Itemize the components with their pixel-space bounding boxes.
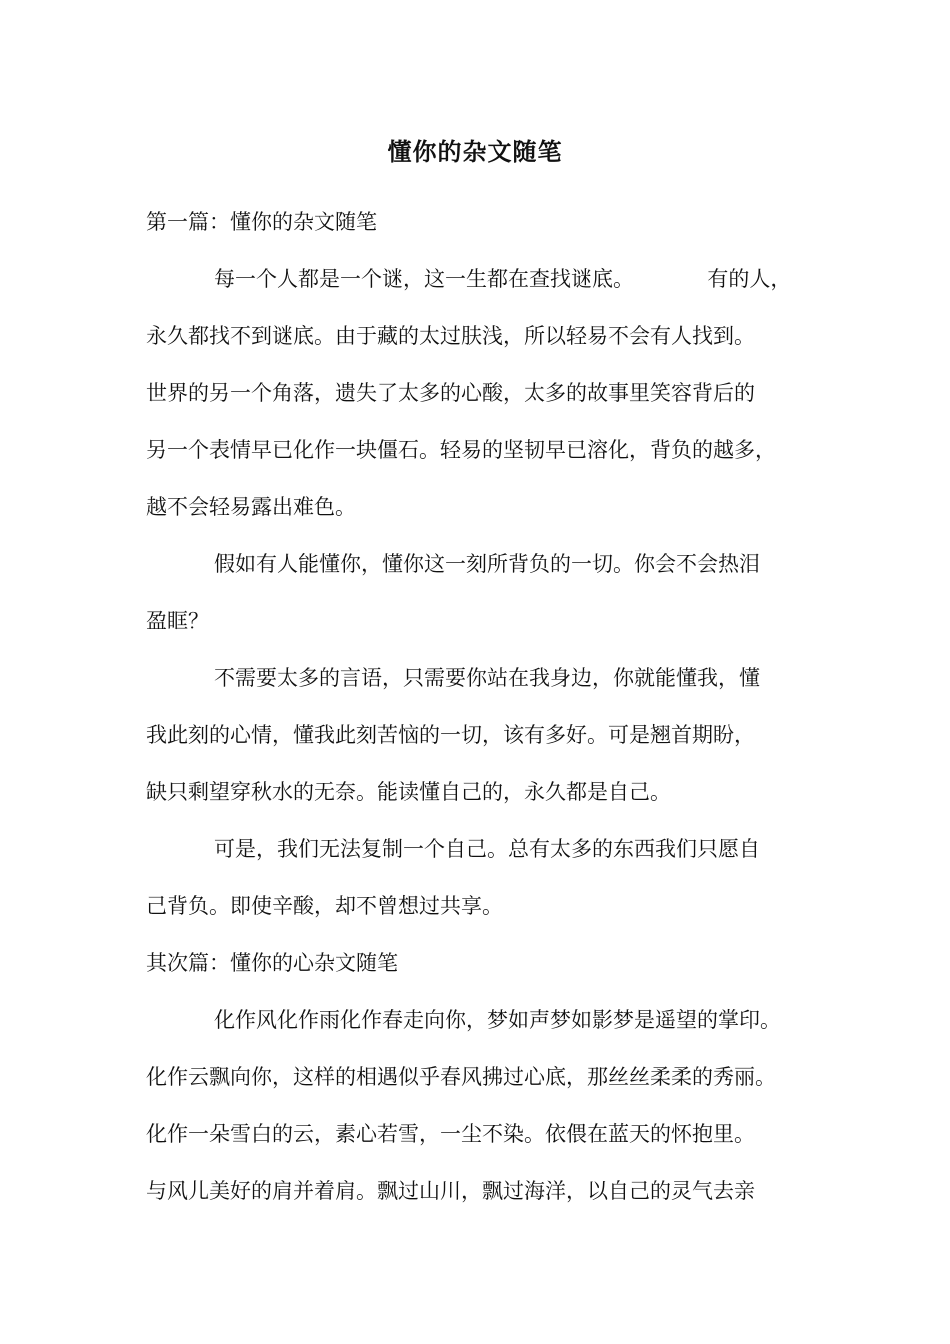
paragraph-line: 我此刻的心情，懂我此刻苦恼的一切，该有多好。可是翘首期盼，	[146, 723, 755, 747]
paragraph-line: 另一个表情早已化作一块僵石。轻易的坚韧早已溶化，背负的越多，	[146, 438, 776, 462]
paragraph-line: 永久都找不到谜底。由于藏的太过肤浅，所以轻易不会有人找到。	[146, 324, 755, 348]
paragraph-line: 己背负。即使辛酸，却不曾想过共享。	[146, 894, 503, 918]
paragraph-line: 化作风化作雨化作春走向你，梦如声梦如影梦是遥望的掌印。	[214, 1008, 781, 1032]
paragraph-line: 化作云飘向你，这样的相遇似乎春风拂过心底，那丝丝柔柔的秀丽。	[146, 1065, 776, 1089]
paragraph-line: 与风儿美好的肩并着肩。飘过山川，飘过海洋，以自己的灵气去亲	[146, 1179, 755, 1203]
paragraph-line: 每一个人都是一个谜，这一生都在查找谜底。 有的人，	[214, 267, 792, 291]
paragraph-line: 假如有人能懂你，懂你这一刻所背负的一切。你会不会热泪	[214, 552, 760, 576]
paragraph-line: 缺只剩望穿秋水的无奈。能读懂自己的，永久都是自己。	[146, 780, 671, 804]
paragraph-line: 化作一朵雪白的云，素心若雪，一尘不染。依偎在蓝天的怀抱里。	[146, 1122, 755, 1146]
paragraph-line: 不需要太多的言语，只需要你站在我身边，你就能懂我，懂	[214, 666, 760, 690]
paragraph-line: 可是，我们无法复制一个自己。总有太多的东西我们只愿自	[214, 837, 760, 861]
paragraph-line: 盈眶？	[146, 609, 209, 633]
document-title: 懂你的杂文随笔	[387, 137, 563, 166]
paragraph-line: 越不会轻易露出难色。	[146, 495, 356, 519]
section-heading: 其次篇：懂你的心杂文随笔	[146, 951, 398, 975]
section-heading: 第一篇：懂你的杂文随笔	[146, 210, 377, 234]
paragraph-line: 世界的另一个角落，遗失了太多的心酸，太多的故事里笑容背后的	[146, 381, 755, 405]
